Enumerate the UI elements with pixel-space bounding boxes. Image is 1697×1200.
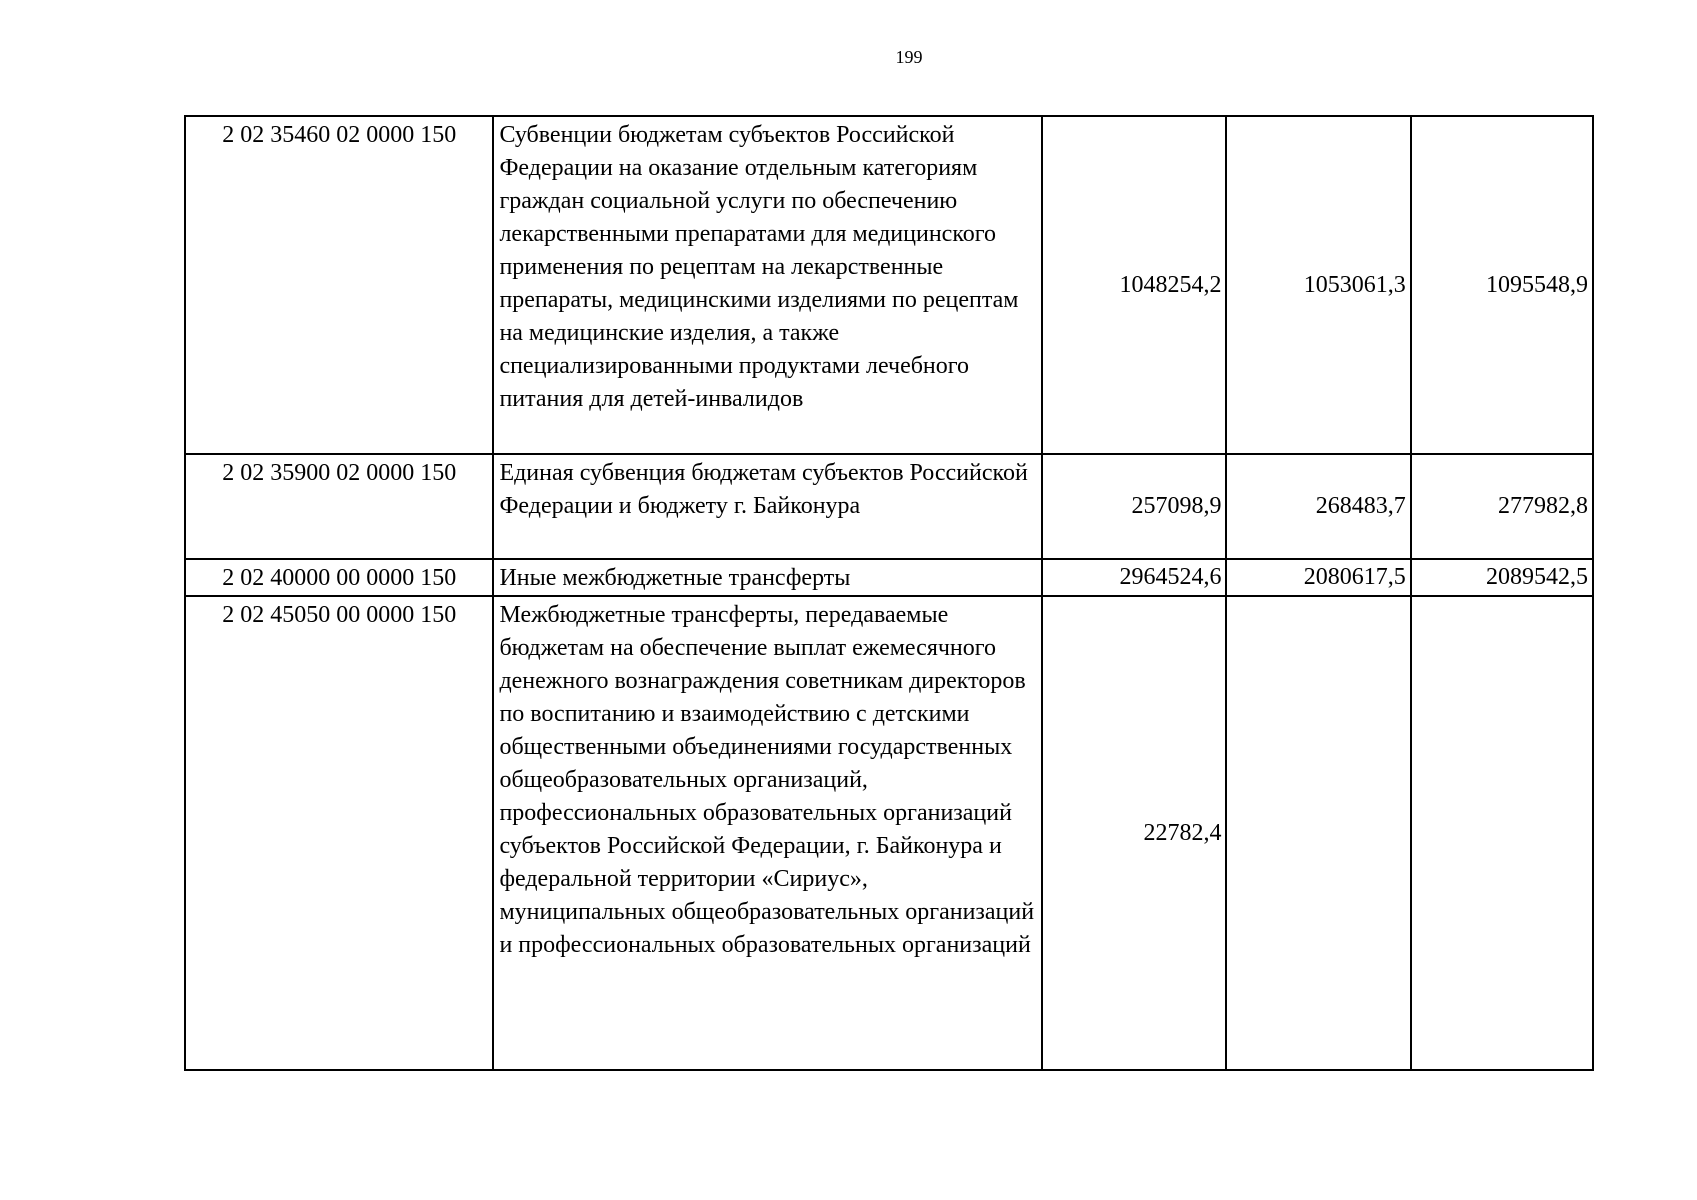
description-cell: Межбюджетные трансферты, передаваемые бюджетам на обеспечение выплат ежемесячного денежного вознаграждения советникам директоров по воспитанию и взаимодействию с детскими общественными объединениями государственных общеобразовательных организаций, профессиональных образовательных организаций субъектов Российской Федерации, г. Байконура и федеральной территории «Сириус», муниципальных общеобразовательных организаций и профессиональных образовательных организаций — [493, 596, 1042, 1070]
table-row — [185, 116, 1593, 454]
value-cell-year-3: 277982,8 — [1411, 454, 1593, 559]
value-cell-year-2 — [1226, 596, 1410, 1070]
description-cell: Иные межбюджетные трансферты — [493, 559, 1042, 596]
budget-code-cell: 2 02 45050 00 0000 150 — [185, 596, 493, 1070]
value-cell-year-3: 1095548,9 — [1411, 116, 1593, 454]
value-cell-year-1: 257098,9 — [1042, 454, 1226, 559]
value-cell-year-2: 2080617,5 — [1226, 559, 1410, 596]
budget-code-cell: 2 02 35900 02 0000 150 — [185, 454, 493, 559]
value-cell-year-2: 1053061,3 — [1226, 116, 1410, 454]
budget-code-cell: 2 02 35460 02 0000 150 — [185, 116, 493, 454]
page-number: 199 — [895, 47, 923, 67]
value-cell-year-1: 22782,4 — [1042, 596, 1226, 1070]
value-cell-year-2: 268483,7 — [1226, 454, 1410, 559]
value-cell-year-3: 2089542,5 — [1411, 559, 1593, 596]
value-cell-year-1: 1048254,2 — [1042, 116, 1226, 454]
budget-code-cell: 2 02 40000 00 0000 150 — [185, 559, 493, 596]
budget-table — [184, 115, 1594, 1071]
table-row — [185, 454, 1593, 559]
table-row — [185, 559, 1593, 596]
description-cell: Единая субвенция бюджетам субъектов Российской Федерации и бюджету г. Байконура — [493, 454, 1042, 559]
table-row — [185, 596, 1593, 1070]
description-cell: Субвенции бюджетам субъектов Российской Федерации на оказание отдельным категориям граждан социальной услуги по обеспечению лекарственными препаратами для медицинского применения по рецептам на лекарственные препараты, медицинскими изделиями по рецептам на медицинские изделия, а также специализированными продуктами лечебного питания для детей-инвалидов — [493, 116, 1042, 454]
value-cell-year-3 — [1411, 596, 1593, 1070]
value-cell-year-1: 2964524,6 — [1042, 559, 1226, 596]
